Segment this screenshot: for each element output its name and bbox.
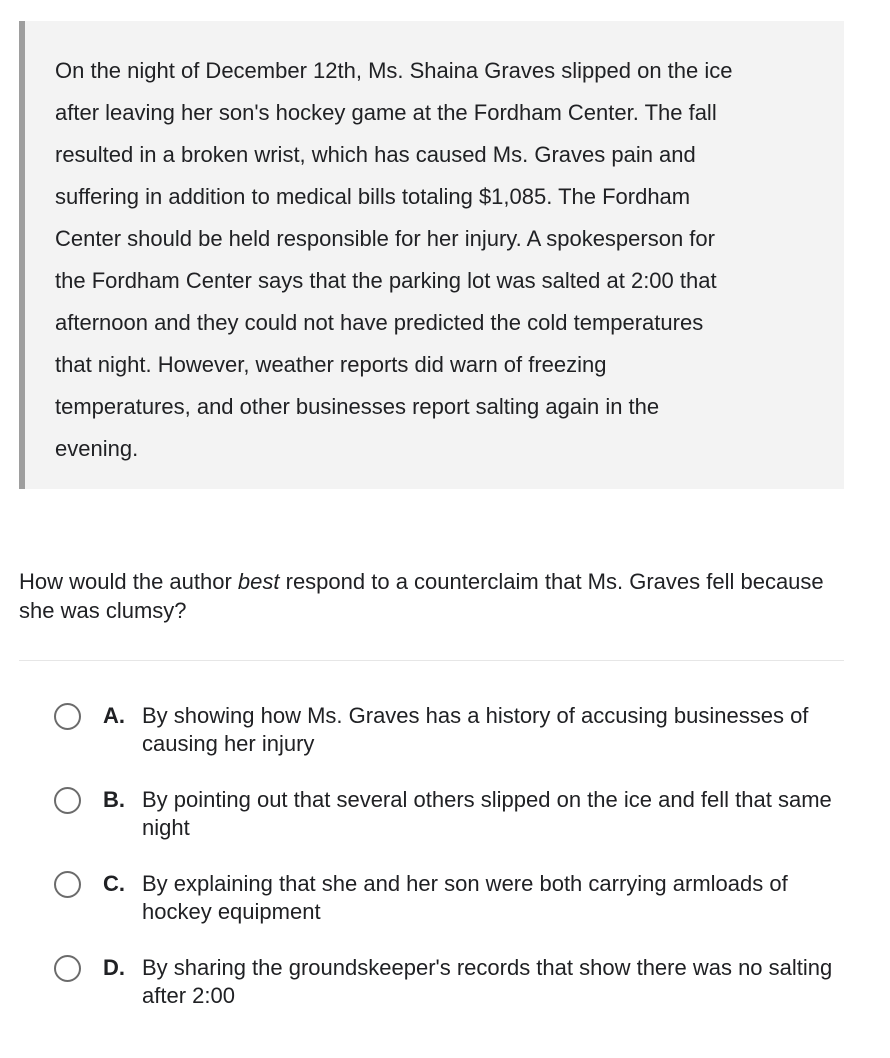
option-c[interactable] xyxy=(54,868,854,938)
question-text-after: respond to a counterclaim that Ms. Graves fell because she was clumsy? xyxy=(19,569,824,623)
question-prompt xyxy=(19,567,849,625)
passage-text xyxy=(55,50,794,470)
passage-line: On the night of December 12th, Ms. Shaina Graves slipped on the ice xyxy=(55,58,733,83)
option-text: By pointing out that several others slipped on the ice and fell that same night xyxy=(142,787,832,840)
radio-unchecked-icon[interactable] xyxy=(54,703,81,730)
passage-line: the Fordham Center says that the parking lot was salted at 2:00 that xyxy=(55,268,717,293)
question-emphasis: best xyxy=(237,569,280,594)
passage-line: temperatures, and other businesses report salting again in the xyxy=(55,394,660,419)
option-letter: D. xyxy=(103,955,125,980)
passage-line: that night. However, weather reports did warn of freezing xyxy=(55,352,607,377)
option-b[interactable] xyxy=(54,784,854,854)
option-d[interactable] xyxy=(54,952,854,1022)
question-text-before: How would the author xyxy=(19,569,238,594)
option-letter: B. xyxy=(103,787,125,812)
option-text: By explaining that she and her son were both carrying armloads of hockey equipment xyxy=(142,871,788,924)
reading-passage xyxy=(19,21,844,489)
option-letter: A. xyxy=(103,703,125,728)
passage-line: resulted in a broken wrist, which has caused Ms. Graves pain and xyxy=(55,142,696,167)
option-a[interactable] xyxy=(54,700,854,770)
option-text: By sharing the groundskeeper's records that show there was no salting after 2:00 xyxy=(142,955,833,1008)
passage-line: Center should be held responsible for her injury. A spokesperson for xyxy=(55,226,715,251)
radio-unchecked-icon[interactable] xyxy=(54,955,81,982)
option-text: By showing how Ms. Graves has a history of accusing businesses of causing her injury xyxy=(142,703,809,756)
passage-line: suffering in addition to medical bills totaling $1,085. The Fordham xyxy=(55,184,691,209)
passage-line: evening. xyxy=(55,436,139,461)
divider xyxy=(19,660,844,661)
passage-line: after leaving her son's hockey game at the Fordham Center. The fall xyxy=(55,100,717,125)
radio-unchecked-icon[interactable] xyxy=(54,787,81,814)
radio-unchecked-icon[interactable] xyxy=(54,871,81,898)
option-letter: C. xyxy=(103,871,125,896)
passage-line: afternoon and they could not have predicted the cold temperatures xyxy=(55,310,704,335)
